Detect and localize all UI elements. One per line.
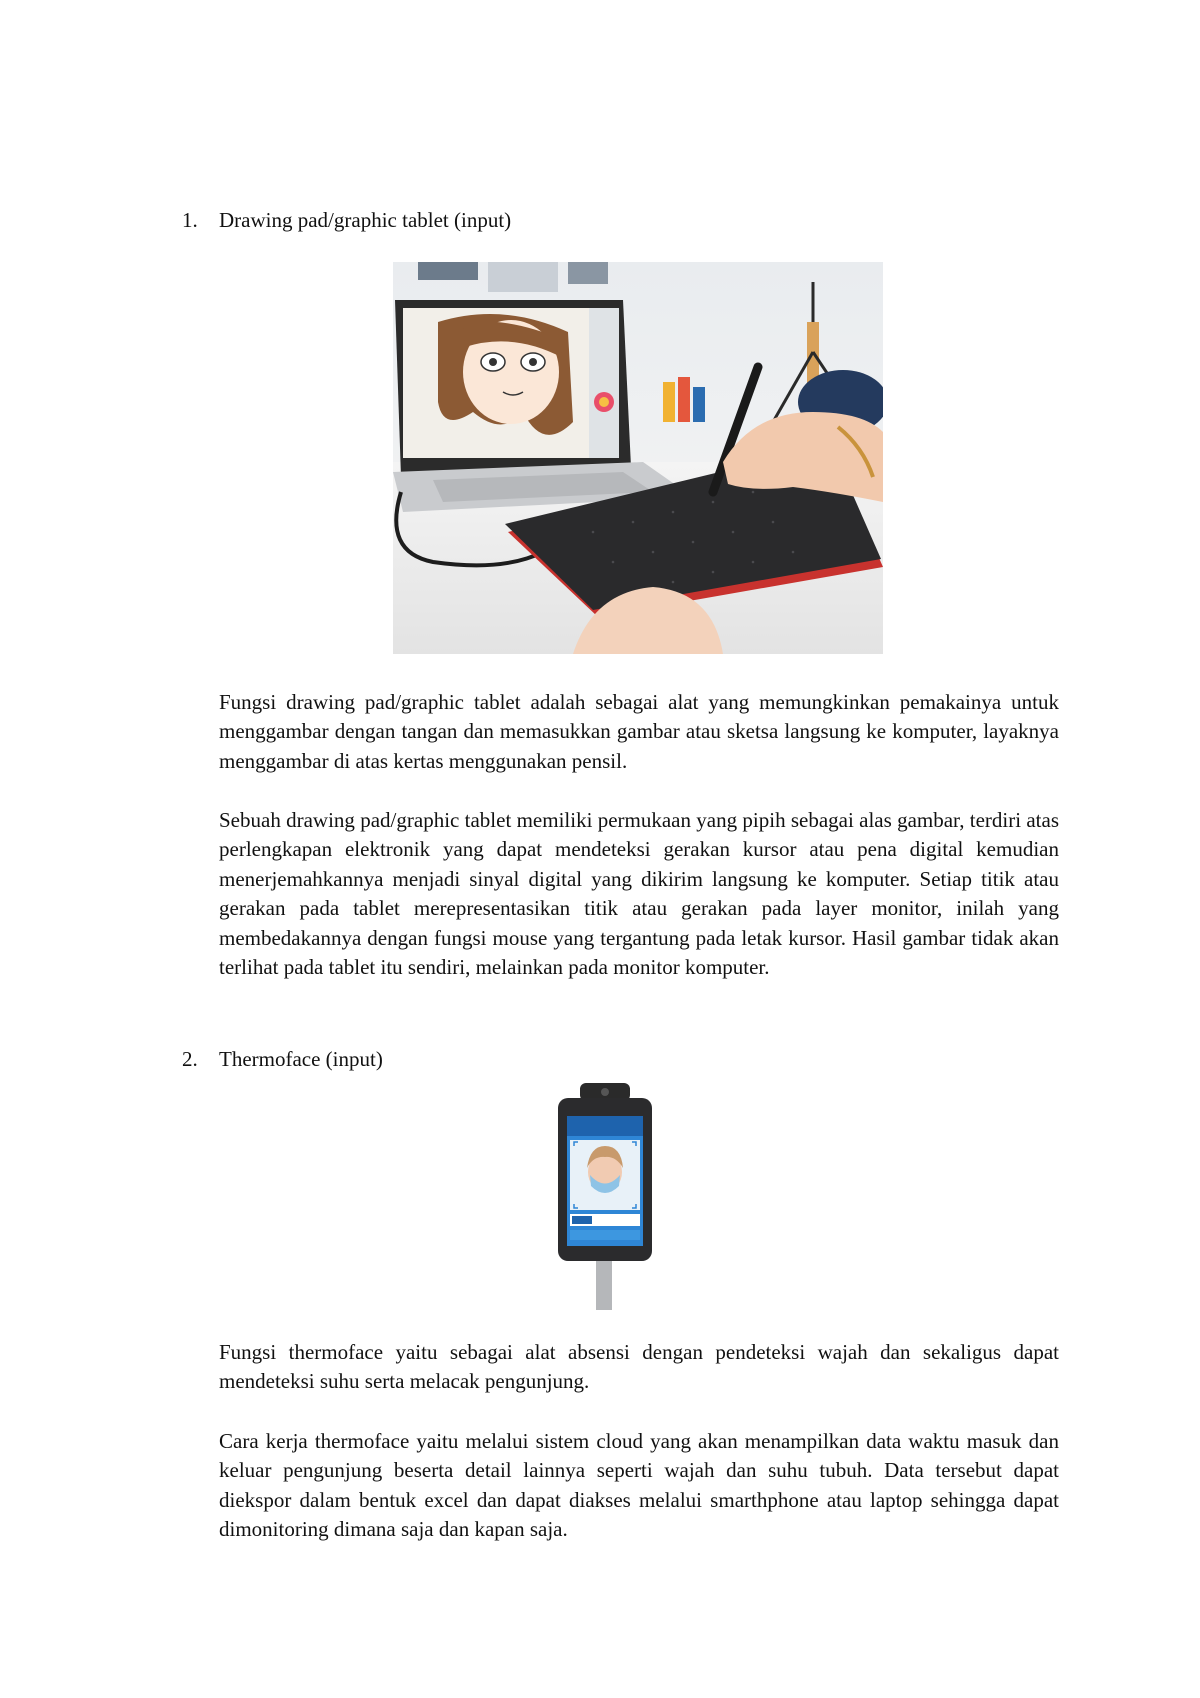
list-item-heading — [182, 1045, 383, 1073]
heading-text: Thermoface (input) — [219, 1047, 383, 1071]
list-number: 2. — [182, 1047, 198, 1071]
thermoface-image — [550, 1080, 660, 1310]
paragraph: Sebuah drawing pad/graphic tablet memiliki permukaan yang pipih sebagai alas gambar, terdiri atas perlengkapan elektronik yang dapat mendeteksi gerakan kursor atau pena digital kemudian menerjemahkannya menjadi sinyal digital yang dikirim langsung ke komputer. Setiap titik atau gerakan pada tablet merepresentasikan titik atau gerakan pada layer monitor, inilah yang membedakannya dengan fungsi mouse yang tergantung pada letak kursor. Hasil gambar tidak akan terlihat pada tablet itu sendiri, melainkan pada monitor komputer. — [219, 808, 1059, 980]
heading-text: Drawing pad/graphic tablet (input) — [219, 208, 512, 232]
paragraph: Fungsi thermoface yaitu sebagai alat absensi dengan pendeteksi wajah dan sekaligus dapat mendeteksi suhu serta melacak pengunjung. — [219, 1340, 1059, 1394]
list-number: 1. — [182, 208, 198, 232]
paragraph: Fungsi drawing pad/graphic tablet adalah sebagai alat yang memungkinkan pemakainya untuk menggambar dengan tangan dan memasukkan gambar atau sketsa langsung ke komputer, layaknya menggambar di atas kertas menggunakan pensil. — [219, 690, 1059, 773]
paragraph: Cara kerja thermoface yaitu melalui sistem cloud yang akan menampilkan data waktu masuk dan keluar pengunjung beserta detail lainnya seperti wajah dan suhu tubuh. Data tersebut dapat diekspor dalam bentuk excel dan dapat diakses melalui smarthphone atau laptop sehingga dapat dimonitoring dimana saja dan kapan saja. — [219, 1429, 1059, 1542]
list-item-heading — [182, 206, 511, 234]
drawing-tablet-image — [393, 262, 883, 654]
